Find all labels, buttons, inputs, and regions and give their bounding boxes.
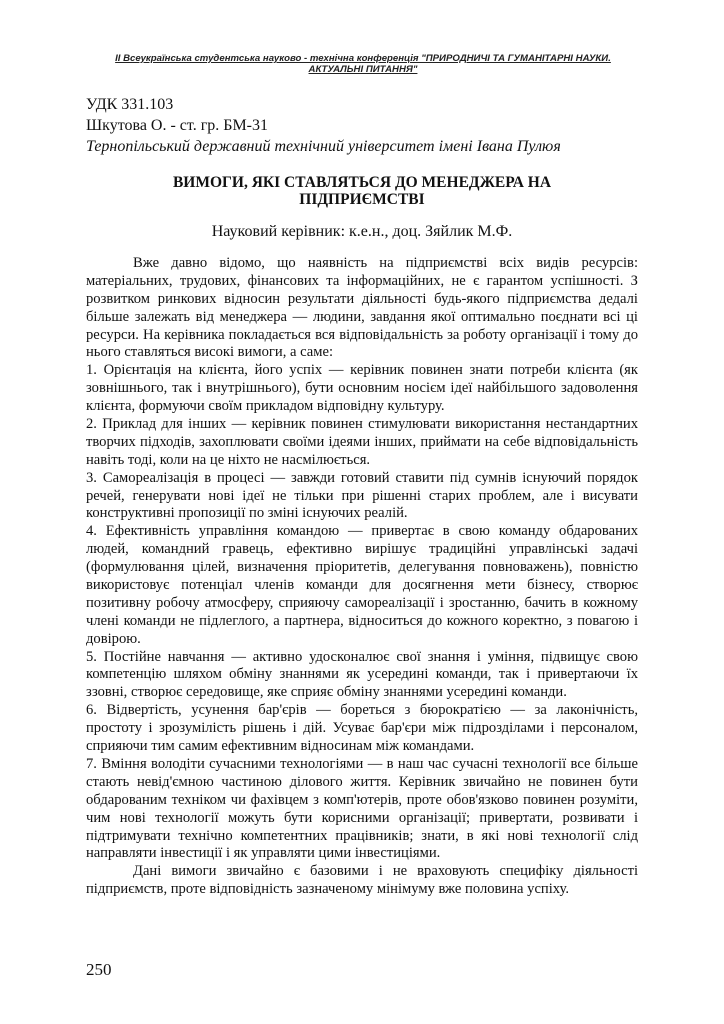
item-7-line: чим нові технології можуть бути корисними організації; привертати, розвивати і xyxy=(86,809,638,826)
page-number: 250 xyxy=(86,960,112,979)
item-2-line: творчих підходів, захоплювати своїми ідеями інших, приймати на себе відповідальність xyxy=(86,433,638,450)
scientific-advisor: Науковий керівник: к.е.н., доц. Зяйлик М.Ф. xyxy=(211,223,513,240)
item-1-line: зовнішнього, так і внутрішнього), бути основним носієм ідеї найбільшого задоволення xyxy=(86,380,638,397)
item-2-line: навіть тоді, коли на це ніхто не насмілюється. xyxy=(86,451,371,468)
item-1-line: клієнта, формуючи своїм прикладом відповідну культуру. xyxy=(86,398,445,415)
conference-header-line-2: АКТУАЛЬНІ ПИТАННЯ" xyxy=(308,64,418,75)
author-line: Шкутова О. - ст. гр. БМ-31 xyxy=(86,117,268,134)
udk-code: УДК 331.103 xyxy=(86,96,174,113)
conclusion-line: Дані вимоги звичайно є базовими і не враховують специфіку діяльності xyxy=(133,863,638,880)
item-4-line: позитивну робочу атмосферу, сприяючу самореалізації і зростанню, бачить в кожному xyxy=(86,594,638,611)
intro-line: розвитком ринкових відносин результати діяльності будь-якого підприємства дедалі xyxy=(86,290,638,307)
conference-header xyxy=(90,53,636,75)
item-5-line: ззовні, створює середовище, яке сприяє обміну знаннями усередині команди. xyxy=(86,684,567,701)
item-7-line: 7. Вміння володіти сучасними технологіями — в наш час сучасні технології все більше xyxy=(86,755,638,772)
item-4-line: довірою. xyxy=(86,630,141,647)
item-6-line: 6. Відвертість, усунення бар'єрів — бореться з бюрократією — за лаконічність, xyxy=(86,702,638,719)
item-4-line: члені команди не підлеглого, а партнера, відноситься до кожного коректно, з повагою і xyxy=(86,612,638,629)
item-6-line: сприяючи тим самим ефективним відносинам між командами. xyxy=(86,738,475,755)
paper-title-line-1: ВИМОГИ, ЯКІ СТАВЛЯТЬСЯ ДО МЕНЕДЖЕРА НА xyxy=(172,174,552,191)
paper-title xyxy=(86,174,638,208)
item-4-line: людей, командний гравець, ефективно вирішує традиційні управлінські задачі xyxy=(86,541,638,558)
conference-header-line-1: II Всеукраїнська студентська науково - технічна конференція "ПРИРОДНИЧІ ТА ГУМАНІТАРНІ НАУКИ. xyxy=(115,53,611,64)
item-5-line: компетенцію шляхом обміну знаннями як усередині команди, так і привертаючи їх xyxy=(86,666,638,683)
intro-line: більше залежать від менеджера — людини, завдання якої оптимально поєднати всі ці xyxy=(86,308,638,325)
item-4-line: (формулювання цілей, визначення пріоритетів, делегування повноважень), повністю xyxy=(86,559,638,576)
conclusion-line: підприємств, проте відповідність зазначеному мінімуму вже половина успіху. xyxy=(86,881,570,898)
item-7-line: обдарованим техніком чи фахівцем з комп'ютерів, проте обов'язково повинен розуміти, xyxy=(86,791,638,808)
item-6-line: простоту і зрозумілість рішень і дій. Усуває бар'єри між підрозділами і персоналом, xyxy=(86,720,638,737)
item-7-line: направляти інвестиції і як управляти цими інвестиціями. xyxy=(86,845,441,862)
item-3-line: речей, генерувати нові ідеї не тільки при рішенні старих проблем, але і висувати xyxy=(86,487,638,504)
paper-title-line-2: ПІДПРИЄМСТВІ xyxy=(299,191,425,208)
item-4-line: 4. Ефективність управління командою — привертає в свою команду обдарованих xyxy=(86,523,638,540)
intro-line: ресурси. На керівника покладається вся відповідальність за роботу організації і тому до xyxy=(86,326,638,343)
item-1-line: 1. Орієнтація на клієнта, його успіх — керівник повинен знати потреби клієнта (як xyxy=(86,362,638,379)
intro-line: нього ставляться високі вимоги, а саме: xyxy=(86,344,334,361)
body-text xyxy=(86,255,638,899)
intro-line: матеріальних, трудових, фінансових та інформаційних, не є гарантом успішності. З xyxy=(86,272,638,289)
item-7-line: стають невід'ємною частиною ділового життя. Керівник звичайно не повинен бути xyxy=(86,773,638,790)
item-2-line: 2. Приклад для інших — керівник повинен стимулювати використання нестандартних xyxy=(86,416,638,433)
item-7-line: підтримувати технічно компетентних працівників; знати, в які нові технології слід xyxy=(86,827,638,844)
university-line: Тернопільський державний технічний університет імені Івана Пулюя xyxy=(86,138,561,155)
item-5-line: 5. Постійне навчання — активно удосконалює свої знання і уміння, підвищує свою xyxy=(86,648,638,665)
intro-line: Вже давно відомо, що наявність на підприємстві всіх видів ресурсів: xyxy=(133,255,638,271)
item-3-line: 3. Самореалізація в процесі — завжди готовий ставити під сумнів існуючий порядок xyxy=(86,469,638,486)
item-4-line: використовує потенціал членів команди для досягнення мети бізнесу, створює xyxy=(86,577,638,594)
item-3-line: конструктивні пропозиції по зміні існуючих реалій. xyxy=(86,505,408,522)
